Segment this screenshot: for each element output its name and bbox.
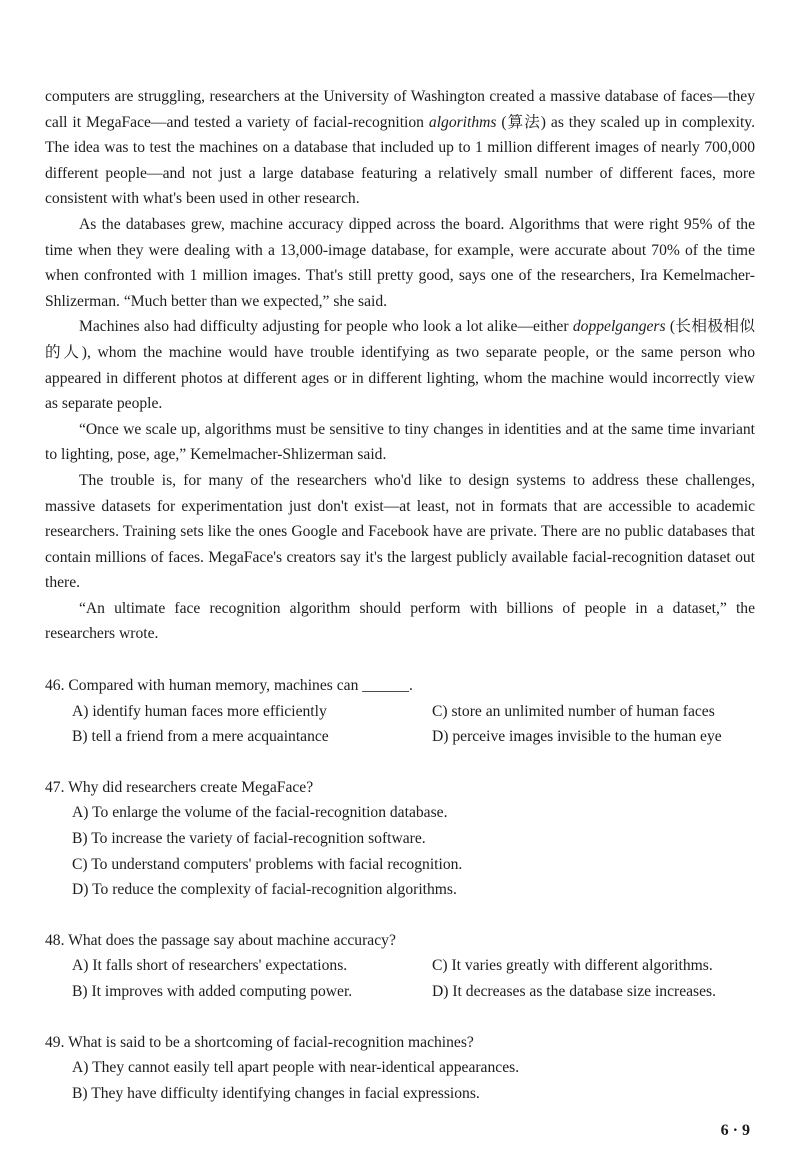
passage-paragraph-4: “Once we scale up, algorithms must be sensitive to tiny changes in identities and at the same time invariant to lighting, pose, age,” Kemelmacher-Shlizerman said. (45, 420, 755, 464)
option-b[interactable]: B) They have difficulty identifying changes in facial expressions. (72, 1084, 480, 1102)
passage-paragraph-2: As the databases grew, machine accuracy dipped across the board. Algorithms that were right 95% of the time when they were dealing with a 13,000-image database, for example, were accurate about 70% of the time when confronted with 1 million images. That's still pretty good, says one of the researchers, Ira Kemelmacher-Shlizerman. “Much better than we expected,” she said. (45, 215, 755, 310)
italic-term-doppelgangers: doppelgangers (572, 318, 666, 336)
passage-paragraph-3 (45, 314, 755, 416)
option-a[interactable]: A) They cannot easily tell apart people with near-identical appearances. (72, 1059, 520, 1077)
option-a[interactable]: A) It falls short of researchers' expectations. (72, 957, 348, 975)
question-48 (45, 928, 755, 1005)
passage-paragraph-1 (45, 84, 755, 212)
question-49 (45, 1030, 755, 1107)
option-c[interactable]: C) store an unlimited number of human faces (432, 702, 715, 720)
question-stem: 49. What is said to be a shortcoming of facial-recognition machines? (45, 1033, 474, 1051)
option-d[interactable]: D) It decreases as the database size increases. (432, 983, 717, 1000)
exam-page (45, 84, 755, 1106)
passage-paragraph-6: “An ultimate face recognition algorithm should perform with billions of people in a dataset,” the researchers wrote. (45, 599, 755, 643)
question-stem: 48. What does the passage say about machine accuracy? (45, 931, 396, 949)
answer-options (45, 1055, 755, 1106)
reading-passage (45, 84, 755, 647)
page-number: 6 · 9 (720, 1122, 750, 1139)
question-stem: 47. Why did researchers create MegaFace? (45, 778, 314, 796)
question-list (45, 673, 755, 1106)
answer-options (45, 699, 755, 750)
paragraph-text: (长相极相似的人), whom the machine would have trouble identifying as two separate people, or the same person who appeared in different photos at different ages or in different lighting, whom the machine would incorrectly view as separate people. (45, 318, 755, 413)
option-b[interactable]: B) It improves with added computing power. (72, 983, 353, 1000)
passage-paragraph-5: The trouble is, for many of the researchers who'd like to design systems to address these challenges, massive datasets for experimentation just don't exist—at least, not in formats that are accessible to academic researchers. Training sets like the ones Google and Facebook have are private. There are no public databases that contain millions of faces. MegaFace's creators say it's the largest publicly available facial-recognition dataset out there. (45, 471, 755, 592)
option-d[interactable]: D) perceive images invisible to the human eye (432, 728, 722, 746)
option-b[interactable]: B) tell a friend from a mere acquaintance (72, 728, 329, 746)
question-46 (45, 673, 755, 750)
question-stem: 46. Compared with human memory, machines can ______. (45, 677, 413, 695)
question-47 (45, 775, 755, 903)
option-c[interactable]: C) It varies greatly with different algorithms. (432, 957, 713, 975)
paragraph-text: Machines also had difficulty adjusting for people who look a lot alike—either (79, 318, 573, 336)
paragraph-text: computers are struggling, researchers at the University of Washington created a massive database of faces—they call it MegaFace—and tested a variety of facial-recognition (45, 88, 755, 131)
option-a[interactable]: A) To enlarge the volume of the facial-recognition database. (72, 804, 448, 822)
answer-options (45, 953, 755, 1004)
italic-term-algorithms: algorithms (428, 113, 497, 131)
option-d[interactable]: D) To reduce the complexity of facial-recognition algorithms. (72, 881, 457, 899)
option-b[interactable]: B) To increase the variety of facial-recognition software. (72, 830, 426, 848)
option-a[interactable]: A) identify human faces more efficiently (72, 702, 327, 720)
paragraph-text: (算法) as they scaled up in complexity. The idea was to test the machines on a database that included up to 1 million different images of nearly 700,000 different people—and not just a large database featuring a relatively small number of different faces, more consistent with what's been used in other research. (45, 113, 755, 208)
answer-options (45, 800, 755, 902)
option-c[interactable]: C) To understand computers' problems with facial recognition. (72, 855, 463, 873)
